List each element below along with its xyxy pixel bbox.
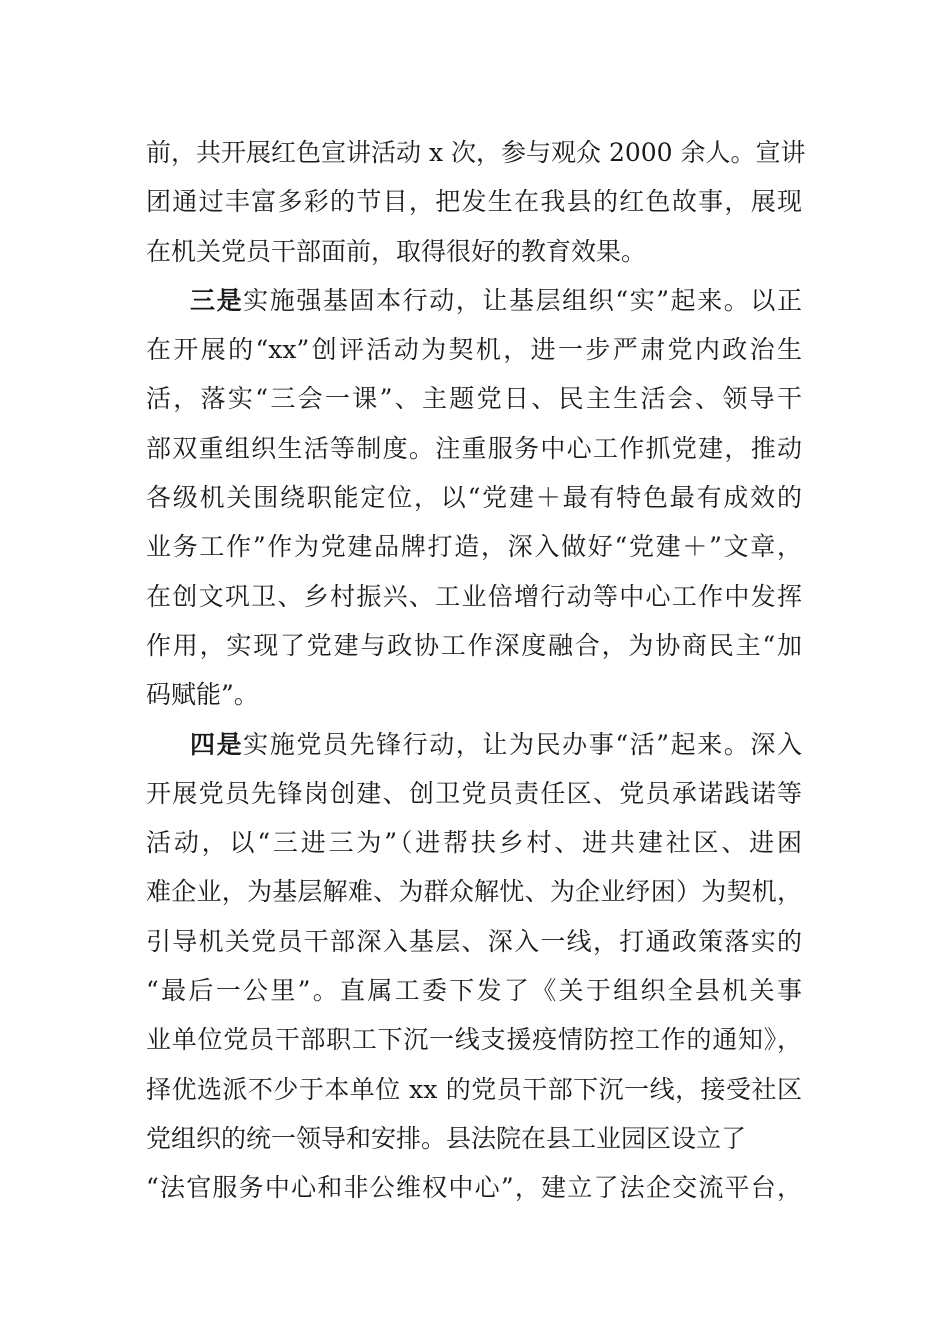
paragraph-first-line (146, 276, 802, 325)
body-text (146, 128, 806, 1213)
text-line: 业务工作”作为党建品牌打造，深入做好“党建＋”文章， (146, 532, 802, 562)
paragraph-lead: 四是 (190, 729, 244, 759)
text-line: 码赋能”。 (146, 680, 259, 710)
paragraph-lead: 三是 (190, 285, 244, 315)
text-line: 开展党员先锋岗创建、创卫党员责任区、党员承诺践诺等 (146, 778, 802, 808)
text-line: 实施强基固本行动，让基层组织“实”起来。以正 (243, 285, 802, 315)
text-line: 部双重组织生活等制度。注重服务中心工作抓党建，推动 (146, 433, 802, 463)
text-line: 活，落实“三会一课”、主题党日、民主生活会、领导干 (146, 384, 802, 414)
text-line: 业单位党员干部职工下沉一线支援疫情防控工作的通知》， (146, 1025, 802, 1055)
text-line: 在开展的“xx”创评活动为契机，进一步严肃党内政治生 (146, 335, 802, 365)
text-line: 实施党员先锋行动，让为民办事“活”起来。深入 (243, 729, 802, 759)
text-line: 团通过丰富多彩的节目，把发生在我县的红色故事，展现 (146, 187, 802, 217)
text-line: 党组织的统一领导和安排。县法院在县工业园区设立了 (146, 1123, 747, 1153)
text-line: 作用，实现了党建与政协工作深度融合，为协商民主“加 (146, 630, 802, 660)
text-line: “最后一公里”。直属工委下发了《关于组织全县机关事 (146, 976, 802, 1006)
paragraph-first-line (146, 720, 802, 769)
text-line: 各级机关围绕职能定位，以“党建＋最有特色最有成效的 (146, 483, 802, 513)
text-line: 活动，以“三进三为”（进帮扶乡村、进共建社区、进困 (146, 828, 802, 858)
text-line: 难企业，为基层解难、为群众解忧、为企业纾困）为契机， (146, 877, 802, 907)
text-line: 择优选派不少于本单位 xx 的党员干部下沉一线，接受社区 (146, 1074, 802, 1104)
text-line: 在机关党员干部面前，取得很好的教育效果。 (146, 236, 647, 266)
text-line: 引导机关党员干部深入基层、深入一线，打通政策落实的 (146, 926, 802, 956)
text-line: 前，共开展红色宣讲活动 x 次，参与观众 2000 余人。宣讲 (146, 138, 806, 167)
text-line: 在创文巩卫、乡村振兴、工业倍增行动等中心工作中发挥 (146, 581, 802, 611)
text-line: “法官服务中心和非公维权中心”，建立了法企交流平台， (146, 1173, 802, 1203)
